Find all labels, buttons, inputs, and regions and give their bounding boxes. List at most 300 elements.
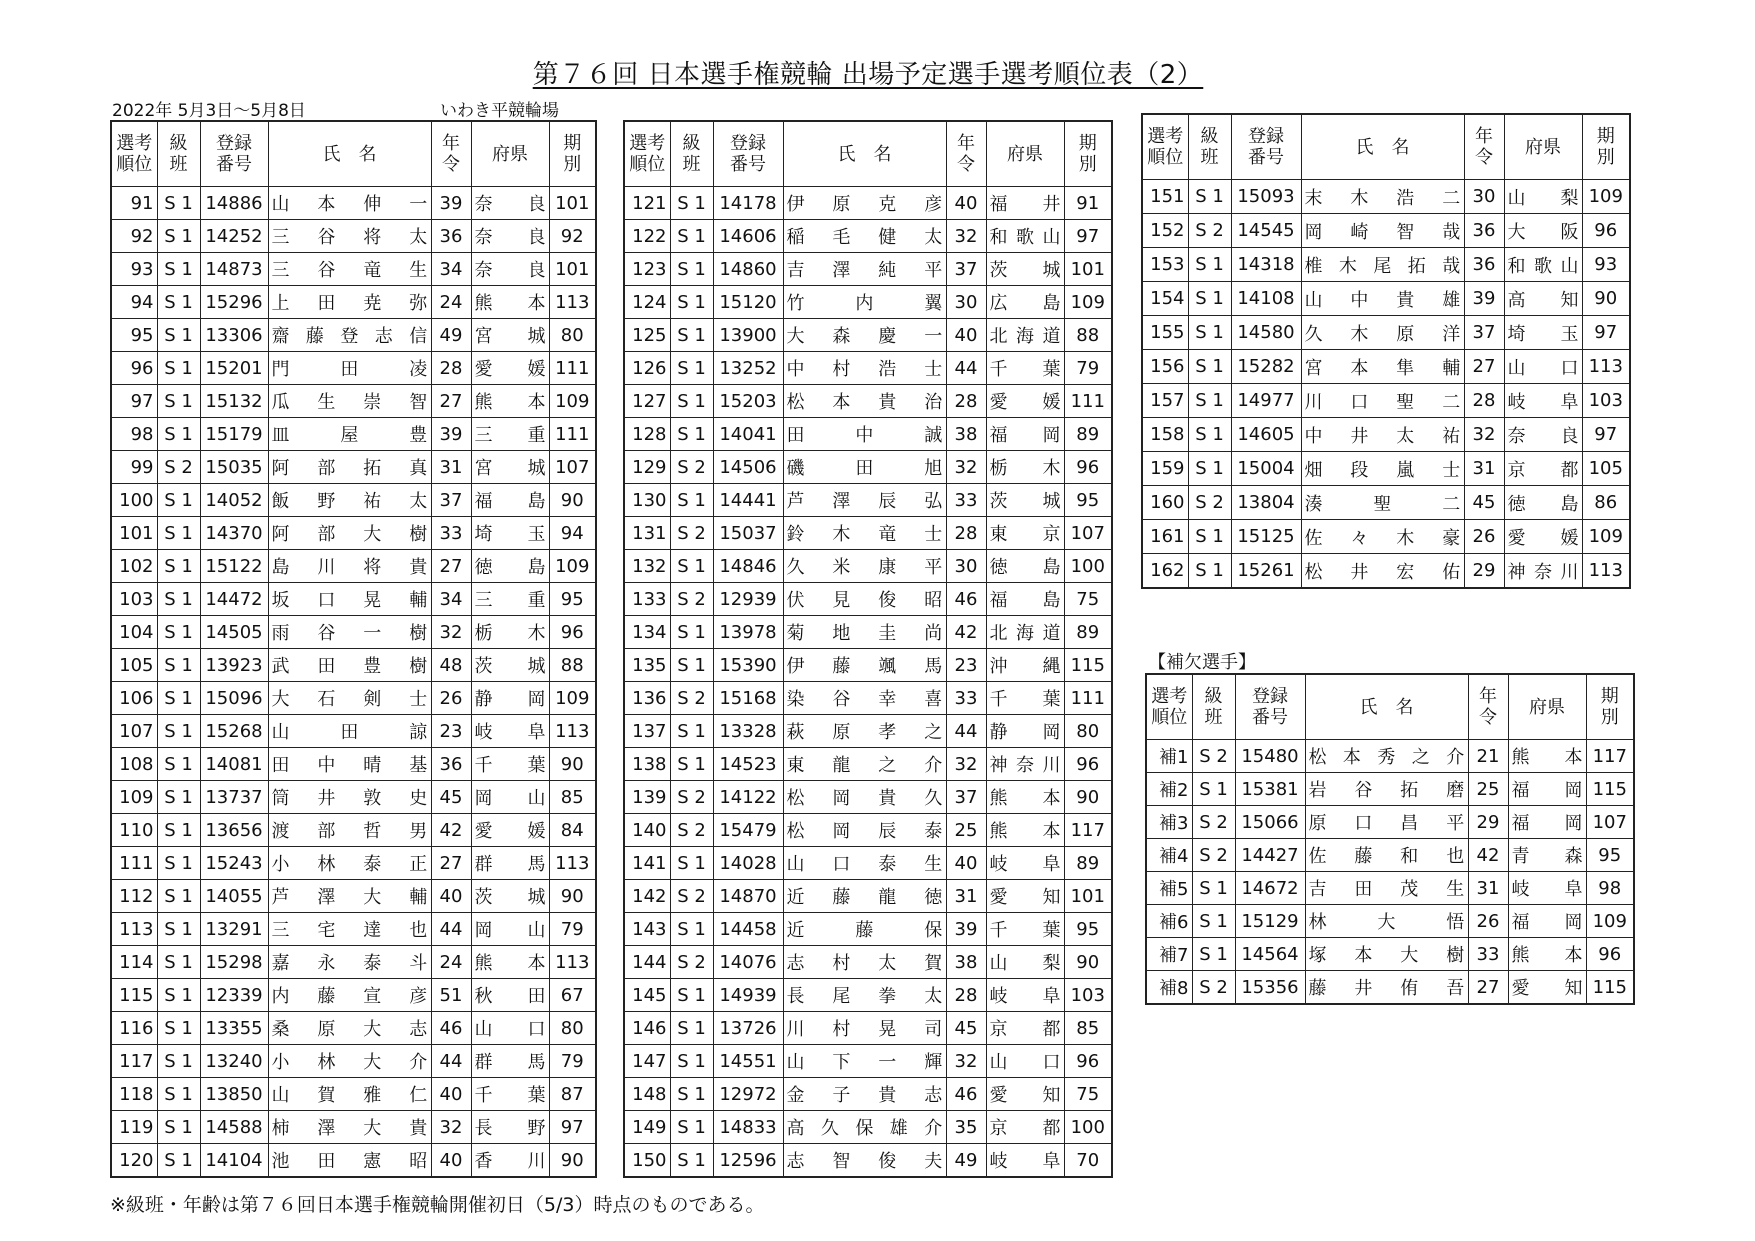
age-cell: 28: [946, 979, 986, 1012]
age-cell: 24: [431, 946, 471, 979]
age-cell: 29: [1464, 554, 1504, 589]
rank-cell: 107: [111, 715, 157, 748]
class-cell: S 1: [157, 946, 200, 979]
header-class: 級 班: [157, 121, 200, 187]
name-cell: 上田尭弥: [268, 286, 431, 319]
age-cell: 40: [946, 319, 986, 352]
table-row: [111, 715, 596, 748]
age-cell: 36: [1464, 248, 1504, 282]
reg-number-cell: 15129: [1235, 905, 1305, 938]
term-cell: 113: [549, 286, 596, 319]
rank-cell: 159: [1142, 452, 1188, 486]
prefecture-cell: 愛知: [986, 1078, 1064, 1111]
prefecture-cell: 岐阜: [986, 1144, 1064, 1178]
rank-cell: 108: [111, 748, 157, 781]
reg-number-cell: 14672: [1235, 872, 1305, 905]
prefecture-cell: 山梨: [1504, 180, 1582, 214]
term-cell: 96: [1586, 938, 1634, 971]
prefecture-cell: 三重: [471, 418, 549, 451]
age-cell: 44: [431, 913, 471, 946]
ranking-table-3: [1141, 113, 1631, 589]
reg-number-cell: 14028: [713, 847, 783, 880]
prefecture-cell: 栃木: [471, 616, 549, 649]
name-cell: 久米康平: [783, 550, 946, 583]
age-cell: 40: [431, 1078, 471, 1111]
rank-cell: 152: [1142, 214, 1188, 248]
reg-number-cell: 14506: [713, 451, 783, 484]
table-row: [111, 385, 596, 418]
reg-number-cell: 13240: [200, 1045, 268, 1078]
prefecture-cell: 愛媛: [986, 385, 1064, 418]
name-cell: 志智俊夫: [783, 1144, 946, 1178]
term-cell: 117: [1064, 814, 1112, 847]
term-cell: 115: [1586, 971, 1634, 1005]
prefecture-cell: 埼玉: [471, 517, 549, 550]
reg-number-cell: 15480: [1235, 740, 1305, 773]
name-cell: 竹内翼: [783, 286, 946, 319]
prefecture-cell: 徳島: [986, 550, 1064, 583]
table-row: [624, 253, 1112, 286]
rank-cell: 161: [1142, 520, 1188, 554]
age-cell: 40: [946, 187, 986, 220]
class-cell: S 1: [157, 583, 200, 616]
reg-number-cell: 14846: [713, 550, 783, 583]
reg-number-cell: 15096: [200, 682, 268, 715]
term-cell: 111: [1064, 385, 1112, 418]
header-name: 氏 名: [1301, 114, 1464, 180]
table-row: [624, 385, 1112, 418]
prefecture-cell: 岐阜: [986, 979, 1064, 1012]
age-cell: 25: [1468, 773, 1508, 806]
rank-cell: 111: [111, 847, 157, 880]
term-cell: 100: [1064, 550, 1112, 583]
class-cell: S 1: [670, 187, 713, 220]
prefecture-cell: 京都: [986, 1012, 1064, 1045]
reg-number-cell: 14052: [200, 484, 268, 517]
table-row: [1142, 486, 1630, 520]
class-cell: S 1: [1188, 180, 1231, 214]
prefecture-cell: 奈良: [471, 253, 549, 286]
name-cell: 岡崎智哉: [1301, 214, 1464, 248]
class-cell: S 1: [670, 1111, 713, 1144]
term-cell: 85: [1064, 1012, 1112, 1045]
reg-number-cell: 13850: [200, 1078, 268, 1111]
table-row: [624, 1078, 1112, 1111]
prefecture-cell: 広島: [986, 286, 1064, 319]
term-cell: 113: [549, 715, 596, 748]
prefecture-cell: 熊本: [471, 286, 549, 319]
class-cell: S 1: [1192, 773, 1235, 806]
class-cell: S 2: [670, 880, 713, 913]
term-cell: 95: [1064, 913, 1112, 946]
name-cell: 柿澤大貴: [268, 1111, 431, 1144]
name-cell: 松井宏佑: [1301, 554, 1464, 589]
class-cell: S 1: [670, 484, 713, 517]
prefecture-cell: 香川: [471, 1144, 549, 1178]
prefecture-cell: 愛知: [1508, 971, 1586, 1005]
prefecture-cell: 徳島: [471, 550, 549, 583]
name-cell: 大森慶一: [783, 319, 946, 352]
table-row: [624, 583, 1112, 616]
age-cell: 27: [431, 385, 471, 418]
rank-cell: 115: [111, 979, 157, 1012]
table-row: [111, 319, 596, 352]
age-cell: 51: [431, 979, 471, 1012]
prefecture-cell: 群馬: [471, 1045, 549, 1078]
term-cell: 109: [1582, 520, 1630, 554]
reg-number-cell: 12339: [200, 979, 268, 1012]
age-cell: 32: [431, 1111, 471, 1144]
header-name: 氏 名: [1305, 674, 1468, 740]
class-cell: S 2: [670, 517, 713, 550]
class-cell: S 1: [157, 187, 200, 220]
prefecture-cell: 山口: [986, 1045, 1064, 1078]
table-row: [111, 814, 596, 847]
class-cell: S 2: [670, 946, 713, 979]
reg-number-cell: 14551: [713, 1045, 783, 1078]
header-prefecture: 府県: [471, 121, 549, 187]
table-row: [111, 550, 596, 583]
term-cell: 113: [549, 847, 596, 880]
reg-number-cell: 14860: [713, 253, 783, 286]
age-cell: 37: [946, 253, 986, 286]
age-cell: 39: [431, 418, 471, 451]
age-cell: 45: [946, 1012, 986, 1045]
class-cell: S 1: [670, 616, 713, 649]
prefecture-cell: 埼玉: [1504, 316, 1582, 350]
term-cell: 89: [1064, 847, 1112, 880]
table-row: [1142, 316, 1630, 350]
term-cell: 97: [1064, 220, 1112, 253]
prefecture-cell: 熊本: [986, 781, 1064, 814]
table-row: [111, 616, 596, 649]
age-cell: 34: [431, 253, 471, 286]
name-cell: 岩谷拓磨: [1305, 773, 1468, 806]
age-cell: 24: [431, 286, 471, 319]
header-rank: 選考 順位: [1142, 114, 1188, 180]
class-cell: S 1: [157, 220, 200, 253]
header-class: 級 班: [1192, 674, 1235, 740]
class-cell: S 1: [157, 484, 200, 517]
table-row: [111, 781, 596, 814]
reg-number-cell: 14122: [713, 781, 783, 814]
rank-cell: 120: [111, 1144, 157, 1178]
name-cell: 松岡辰泰: [783, 814, 946, 847]
term-cell: 105: [1582, 452, 1630, 486]
rank-cell: 123: [624, 253, 670, 286]
term-cell: 84: [549, 814, 596, 847]
header-prefecture: 府県: [986, 121, 1064, 187]
name-cell: 三宅達也: [268, 913, 431, 946]
header-rank: 選考 順位: [1146, 674, 1192, 740]
rank-cell: 139: [624, 781, 670, 814]
term-cell: 75: [1064, 583, 1112, 616]
age-cell: 31: [946, 880, 986, 913]
term-cell: 70: [1064, 1144, 1112, 1178]
prefecture-cell: 静岡: [471, 682, 549, 715]
prefecture-cell: 熊本: [471, 946, 549, 979]
prefecture-cell: 栃木: [986, 451, 1064, 484]
age-cell: 35: [946, 1111, 986, 1144]
name-cell: 磯田旭: [783, 451, 946, 484]
name-cell: 藤井侑吾: [1305, 971, 1468, 1005]
prefecture-cell: 山梨: [986, 946, 1064, 979]
class-cell: S 1: [157, 1078, 200, 1111]
class-cell: S 1: [157, 913, 200, 946]
reg-number-cell: 14472: [200, 583, 268, 616]
name-cell: 志村太賀: [783, 946, 946, 979]
table-row: [1142, 248, 1630, 282]
name-cell: 瓜生崇智: [268, 385, 431, 418]
header-term: 期 別: [1586, 674, 1634, 740]
reg-number-cell: 15201: [200, 352, 268, 385]
ranking-table-1: [110, 120, 597, 1178]
term-cell: 91: [1064, 187, 1112, 220]
table-header-row: [1142, 114, 1630, 180]
name-cell: 門田凌: [268, 352, 431, 385]
reg-number-cell: 14178: [713, 187, 783, 220]
term-cell: 113: [1582, 554, 1630, 589]
name-cell: 山本伸一: [268, 187, 431, 220]
table-row: [624, 352, 1112, 385]
term-cell: 80: [1064, 715, 1112, 748]
term-cell: 75: [1064, 1078, 1112, 1111]
reg-number-cell: 13355: [200, 1012, 268, 1045]
age-cell: 39: [431, 187, 471, 220]
name-cell: 湊聖二: [1301, 486, 1464, 520]
term-cell: 109: [549, 550, 596, 583]
reg-number-cell: 15037: [713, 517, 783, 550]
prefecture-cell: 愛媛: [1504, 520, 1582, 554]
class-cell: S 1: [670, 715, 713, 748]
header-name: 氏 名: [783, 121, 946, 187]
rank-cell: 144: [624, 946, 670, 979]
rank-cell: 101: [111, 517, 157, 550]
rank-cell: 補7: [1146, 938, 1192, 971]
class-cell: S 1: [670, 550, 713, 583]
class-cell: S 1: [670, 748, 713, 781]
name-cell: 末木浩二: [1301, 180, 1464, 214]
prefecture-cell: 愛知: [986, 880, 1064, 913]
term-cell: 86: [1582, 486, 1630, 520]
reg-number-cell: 15120: [713, 286, 783, 319]
prefecture-cell: 奈良: [1504, 418, 1582, 452]
rank-cell: 135: [624, 649, 670, 682]
table-row: [624, 1144, 1112, 1178]
age-cell: 37: [1464, 316, 1504, 350]
reg-number-cell: 13923: [200, 649, 268, 682]
term-cell: 115: [1064, 649, 1112, 682]
reg-number-cell: 14076: [713, 946, 783, 979]
prefecture-cell: 千葉: [986, 352, 1064, 385]
age-cell: 39: [946, 913, 986, 946]
name-cell: 山田諒: [268, 715, 431, 748]
rank-cell: 99: [111, 451, 157, 484]
age-cell: 23: [946, 649, 986, 682]
class-cell: S 1: [670, 1078, 713, 1111]
class-cell: S 1: [157, 748, 200, 781]
rank-cell: 140: [624, 814, 670, 847]
rank-cell: 156: [1142, 350, 1188, 384]
age-cell: 34: [431, 583, 471, 616]
name-cell: 鈴木竜士: [783, 517, 946, 550]
class-cell: S 1: [670, 649, 713, 682]
table-row: [624, 814, 1112, 847]
name-cell: 阿部拓真: [268, 451, 431, 484]
age-cell: 23: [431, 715, 471, 748]
substitutes-table: [1145, 673, 1635, 1005]
prefecture-cell: 山口: [471, 1012, 549, 1045]
term-cell: 101: [1064, 253, 1112, 286]
term-cell: 92: [549, 220, 596, 253]
table-row: [1142, 350, 1630, 384]
class-cell: S 1: [1192, 905, 1235, 938]
term-cell: 95: [1064, 484, 1112, 517]
reg-number-cell: 14939: [713, 979, 783, 1012]
name-cell: 松岡貴久: [783, 781, 946, 814]
age-cell: 28: [946, 385, 986, 418]
prefecture-cell: 岐阜: [471, 715, 549, 748]
class-cell: S 1: [670, 913, 713, 946]
class-cell: S 2: [670, 814, 713, 847]
class-cell: S 1: [670, 1144, 713, 1178]
age-cell: 49: [431, 319, 471, 352]
age-cell: 44: [946, 352, 986, 385]
prefecture-cell: 北海道: [986, 616, 1064, 649]
prefecture-cell: 熊本: [471, 385, 549, 418]
term-cell: 96: [1582, 214, 1630, 248]
prefecture-cell: 熊本: [1508, 938, 1586, 971]
class-cell: S 1: [1188, 248, 1231, 282]
age-cell: 42: [946, 616, 986, 649]
table-row: [111, 880, 596, 913]
age-cell: 36: [431, 220, 471, 253]
table-row: [111, 253, 596, 286]
class-cell: S 2: [157, 451, 200, 484]
term-cell: 94: [549, 517, 596, 550]
reg-number-cell: 12939: [713, 583, 783, 616]
name-cell: 桑原大志: [268, 1012, 431, 1045]
class-cell: S 1: [670, 253, 713, 286]
name-cell: 近藤保: [783, 913, 946, 946]
prefecture-cell: 静岡: [986, 715, 1064, 748]
table-row: [1142, 554, 1630, 589]
class-cell: S 2: [1192, 740, 1235, 773]
name-cell: 齋藤登志信: [268, 319, 431, 352]
term-cell: 113: [549, 946, 596, 979]
age-cell: 36: [431, 748, 471, 781]
term-cell: 107: [1064, 517, 1112, 550]
name-cell: 田中誠: [783, 418, 946, 451]
reg-number-cell: 13978: [713, 616, 783, 649]
class-cell: S 2: [1188, 486, 1231, 520]
rank-cell: 93: [111, 253, 157, 286]
name-cell: 佐藤和也: [1305, 839, 1468, 872]
table-row: [111, 1078, 596, 1111]
term-cell: 109: [1586, 905, 1634, 938]
term-cell: 89: [1064, 418, 1112, 451]
rank-cell: 92: [111, 220, 157, 253]
table-row: [1146, 773, 1634, 806]
table-row: [624, 880, 1112, 913]
name-cell: 佐々木豪: [1301, 520, 1464, 554]
name-cell: 長尾拳太: [783, 979, 946, 1012]
rank-cell: 162: [1142, 554, 1188, 589]
name-cell: 飯野祐太: [268, 484, 431, 517]
term-cell: 97: [549, 1111, 596, 1144]
class-cell: S 1: [157, 253, 200, 286]
table-row: [624, 1045, 1112, 1078]
name-cell: 塚本大樹: [1305, 938, 1468, 971]
class-cell: S 1: [157, 517, 200, 550]
table-header-row: [624, 121, 1112, 187]
class-cell: S 1: [1188, 452, 1231, 486]
table-row: [624, 286, 1112, 319]
class-cell: S 1: [670, 418, 713, 451]
table-row: [111, 517, 596, 550]
term-cell: 95: [549, 583, 596, 616]
age-cell: 45: [431, 781, 471, 814]
class-cell: S 1: [157, 550, 200, 583]
name-cell: 島川将貴: [268, 550, 431, 583]
class-cell: S 1: [1188, 554, 1231, 589]
prefecture-cell: 茨城: [471, 880, 549, 913]
name-cell: 皿屋豊: [268, 418, 431, 451]
table-row: [1142, 452, 1630, 486]
reg-number-cell: 13291: [200, 913, 268, 946]
reg-number-cell: 14041: [713, 418, 783, 451]
name-cell: 川口聖二: [1301, 384, 1464, 418]
prefecture-cell: 沖縄: [986, 649, 1064, 682]
header-age: 年 令: [1468, 674, 1508, 740]
name-cell: 東龍之介: [783, 748, 946, 781]
age-cell: 28: [431, 352, 471, 385]
table-row: [111, 220, 596, 253]
name-cell: 松本貴治: [783, 385, 946, 418]
age-cell: 25: [946, 814, 986, 847]
table-row: [111, 847, 596, 880]
prefecture-cell: 北海道: [986, 319, 1064, 352]
term-cell: 98: [1586, 872, 1634, 905]
reg-number-cell: 14505: [200, 616, 268, 649]
name-cell: 松本秀之介: [1305, 740, 1468, 773]
term-cell: 96: [1064, 451, 1112, 484]
name-cell: 菊地圭尚: [783, 616, 946, 649]
prefecture-cell: 茨城: [471, 649, 549, 682]
name-cell: 吉田茂生: [1305, 872, 1468, 905]
age-cell: 42: [431, 814, 471, 847]
age-cell: 46: [946, 583, 986, 616]
reg-number-cell: 14108: [1231, 282, 1301, 316]
prefecture-cell: 和歌山: [1504, 248, 1582, 282]
name-cell: 久木原洋: [1301, 316, 1464, 350]
rank-cell: 103: [111, 583, 157, 616]
header-reg-number: 登録 番号: [1235, 674, 1305, 740]
name-cell: 山下一輝: [783, 1045, 946, 1078]
age-cell: 27: [1468, 971, 1508, 1005]
header-age: 年 令: [946, 121, 986, 187]
term-cell: 96: [1064, 748, 1112, 781]
reg-number-cell: 15203: [713, 385, 783, 418]
age-cell: 27: [431, 550, 471, 583]
table-header-row: [1146, 674, 1634, 740]
class-cell: S 1: [670, 319, 713, 352]
class-cell: S 1: [670, 1045, 713, 1078]
table-row: [111, 913, 596, 946]
age-cell: 38: [946, 418, 986, 451]
term-cell: 107: [549, 451, 596, 484]
term-cell: 67: [549, 979, 596, 1012]
